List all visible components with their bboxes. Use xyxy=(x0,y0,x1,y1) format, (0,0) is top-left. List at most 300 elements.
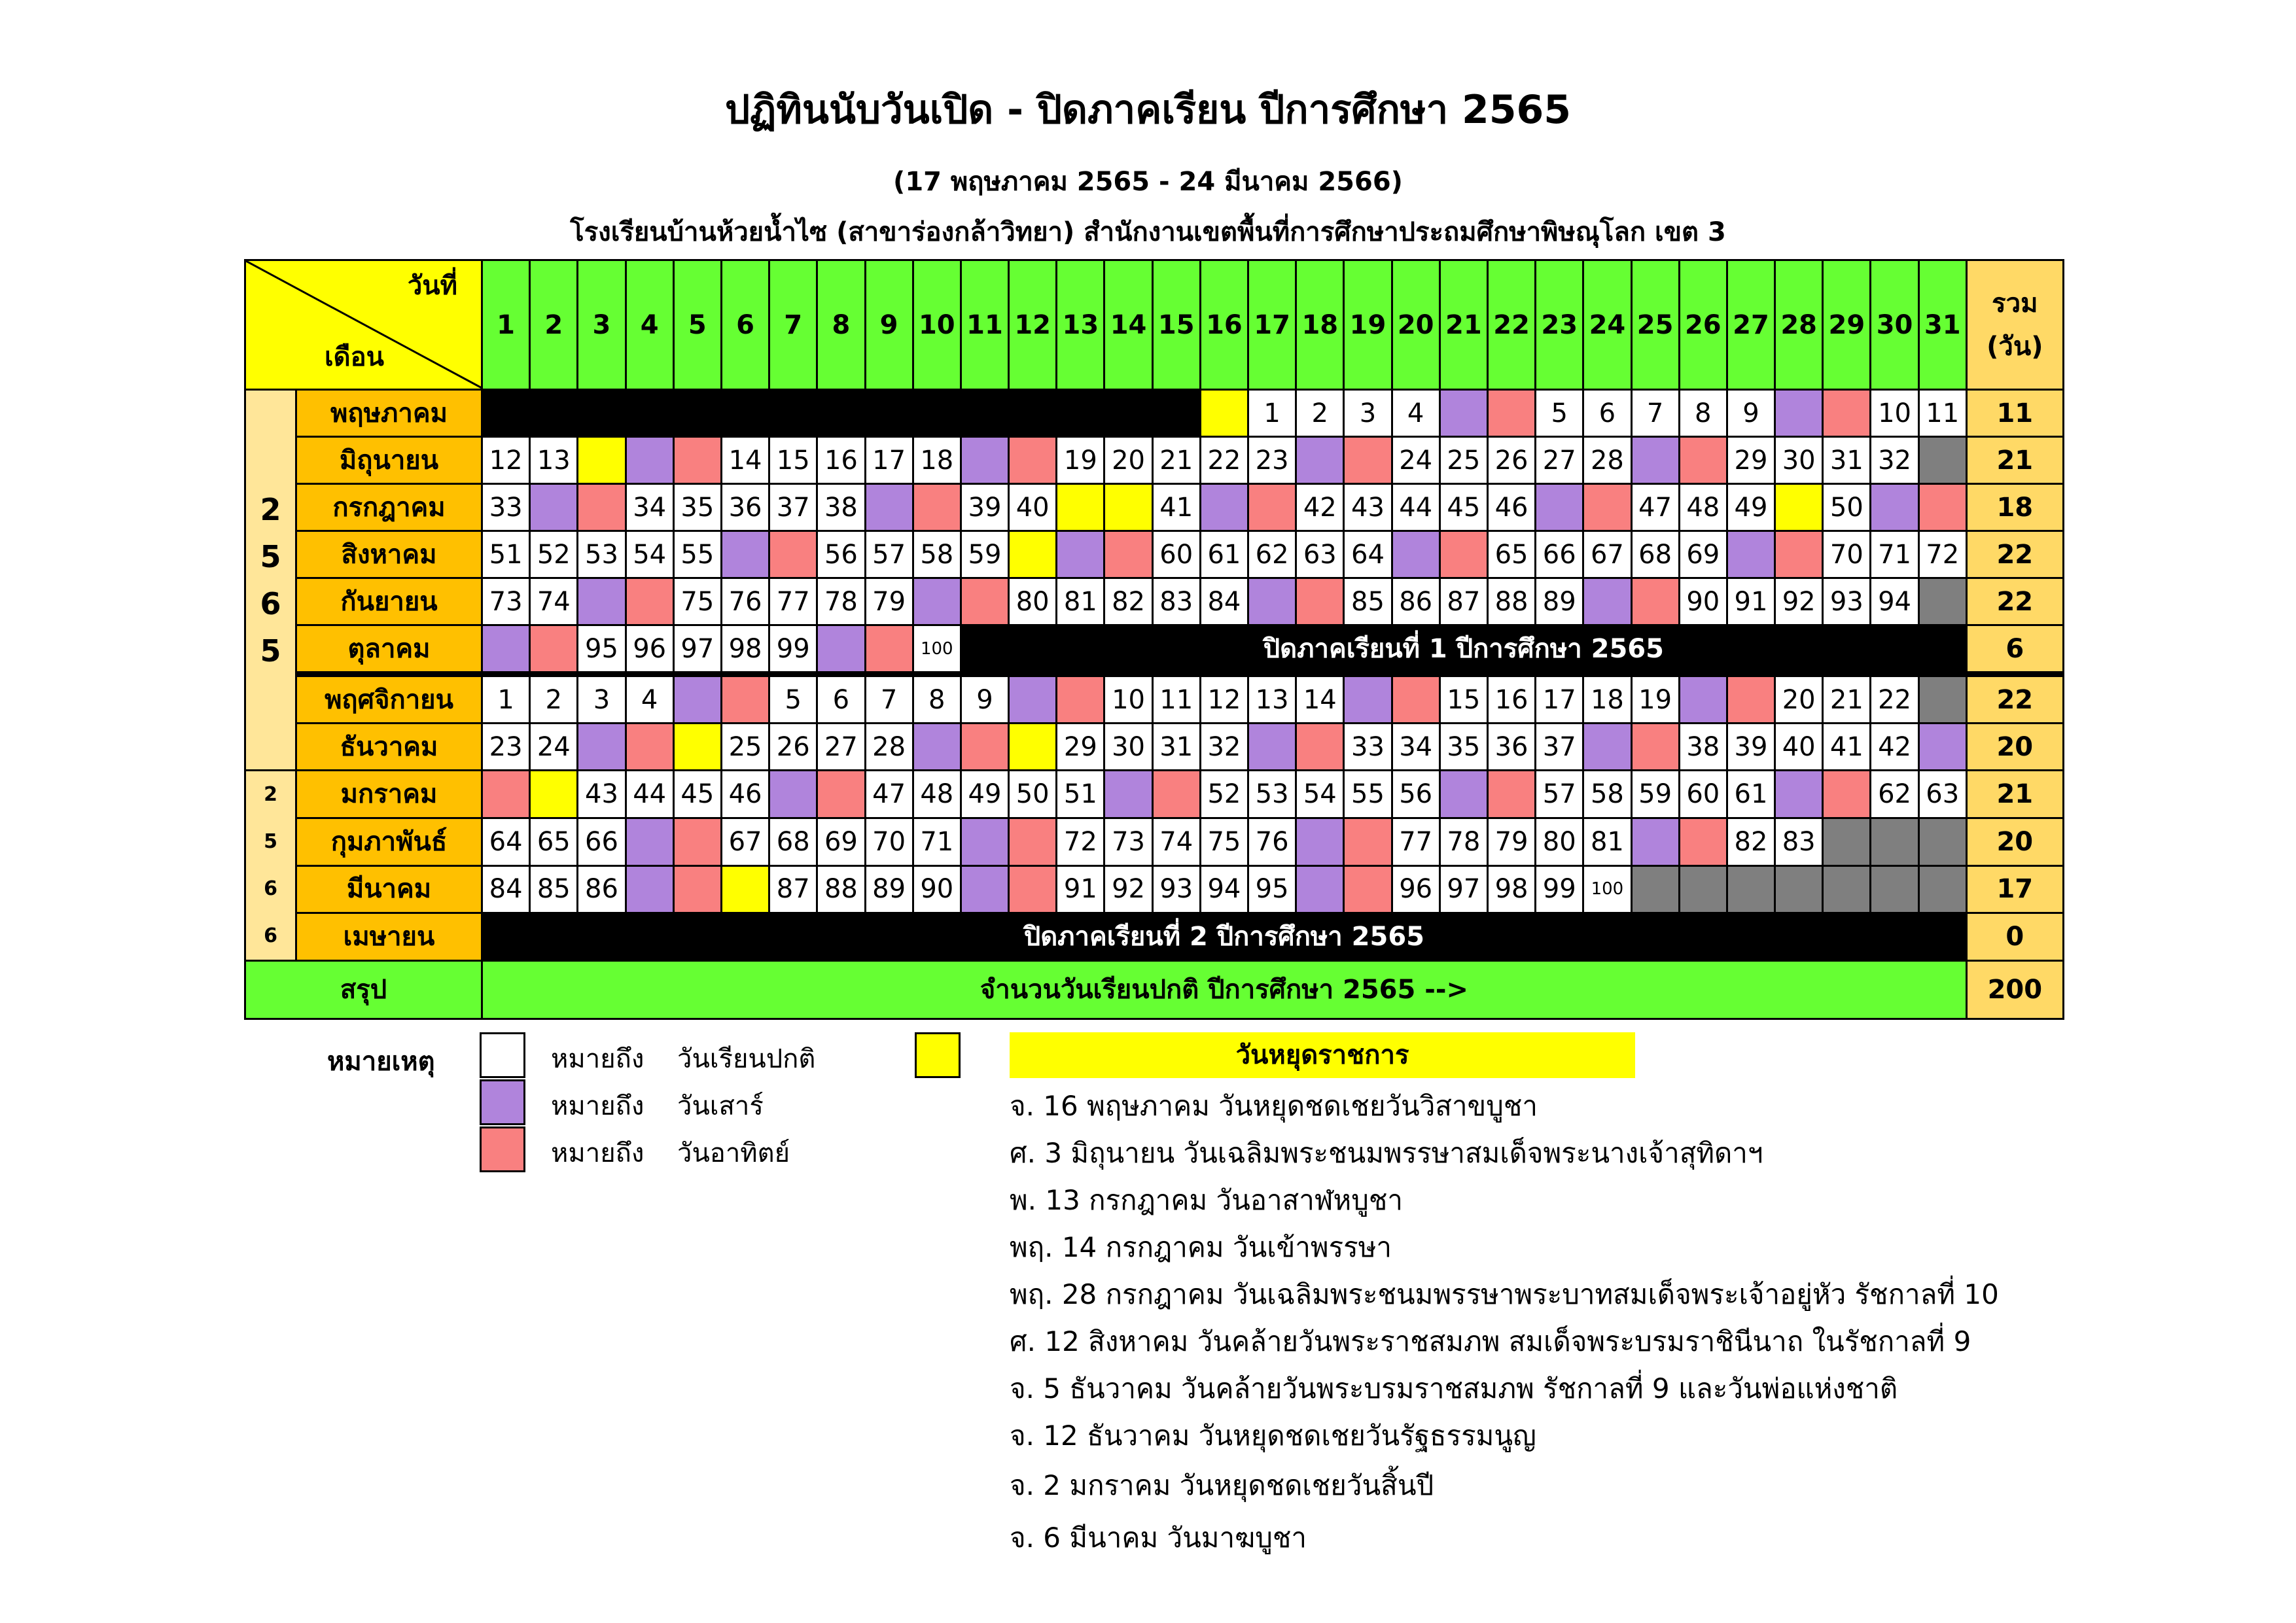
closed-day-cell xyxy=(578,390,626,437)
school-day-cell: 46 xyxy=(1487,484,1535,531)
closed-day-cell xyxy=(865,390,913,437)
saturday-cell xyxy=(1296,818,1344,865)
school-day-cell: 98 xyxy=(1487,865,1535,913)
year-digit: 5 xyxy=(264,830,277,853)
month-total: 22 xyxy=(1966,531,2063,578)
legend-text: วันอาทิตย์ xyxy=(677,1138,790,1168)
no-day-cell xyxy=(1871,865,1918,913)
legend-text: วันเรียนปกติ xyxy=(677,1044,816,1074)
school-day-cell: 89 xyxy=(865,865,913,913)
day-header-31: 31 xyxy=(1918,260,1966,390)
school-day-cell: 68 xyxy=(769,818,817,865)
month-row xyxy=(245,531,2064,578)
school-day-cell: 20 xyxy=(1775,674,1823,724)
no-day-cell xyxy=(1679,865,1727,913)
school-day-cell: 47 xyxy=(865,771,913,818)
school-day-cell: 40 xyxy=(1009,484,1057,531)
school-day-cell: 22 xyxy=(1871,674,1918,724)
school-day-cell: 38 xyxy=(817,484,865,531)
school-day-cell: 77 xyxy=(769,578,817,625)
day-header-26: 26 xyxy=(1679,260,1727,390)
school-day-cell: 52 xyxy=(1200,771,1248,818)
month-row xyxy=(245,865,2064,913)
school-day-cell: 68 xyxy=(1631,531,1679,578)
school-day-cell: 56 xyxy=(1392,771,1439,818)
school-day-cell: 34 xyxy=(626,484,673,531)
school-day-cell: 53 xyxy=(1248,771,1296,818)
saturday-cell xyxy=(626,437,673,484)
school-day-cell: 44 xyxy=(626,771,673,818)
school-day-cell: 49 xyxy=(961,771,1008,818)
saturday-cell xyxy=(1392,531,1439,578)
school-day-cell: 80 xyxy=(1536,818,1583,865)
school-day-cell: 31 xyxy=(1152,724,1200,771)
day-header-21: 21 xyxy=(1439,260,1487,390)
school-day-cell: 92 xyxy=(1775,578,1823,625)
month-total: 18 xyxy=(1966,484,2063,531)
saturday-cell xyxy=(1296,865,1344,913)
school-day-cell: 39 xyxy=(961,484,1008,531)
school-day-cell: 43 xyxy=(1344,484,1392,531)
day-header-25: 25 xyxy=(1631,260,1679,390)
saturday-cell xyxy=(1631,437,1679,484)
school-day-cell: 21 xyxy=(1823,674,1871,724)
school-day-cell: 50 xyxy=(1009,771,1057,818)
school-day-cell: 23 xyxy=(1248,437,1296,484)
year-digit: 6 xyxy=(264,924,277,947)
month-name: สิงหาคม xyxy=(296,531,482,578)
school-day-cell: 43 xyxy=(578,771,626,818)
school-day-cell: 93 xyxy=(1152,865,1200,913)
sunday-cell xyxy=(1487,771,1535,818)
day-header-9: 9 xyxy=(865,260,913,390)
saturday-cell xyxy=(626,865,673,913)
school-day-cell: 57 xyxy=(865,531,913,578)
month-name: กรกฎาคม xyxy=(296,484,482,531)
saturday-cell xyxy=(1727,531,1775,578)
saturday-cell xyxy=(817,625,865,674)
school-day-cell: 85 xyxy=(1344,578,1392,625)
school-day-cell: 76 xyxy=(721,578,769,625)
page-title: ปฏิทินนับวันเปิด - ปิดภาคเรียน ปีการศึกษา 2565 xyxy=(724,87,1572,133)
school-day-cell: 72 xyxy=(1918,531,1966,578)
school-day-cell: 55 xyxy=(673,531,721,578)
school-day-cell: 10 xyxy=(1871,390,1918,437)
school-day-cell: 6 xyxy=(817,674,865,724)
day-axis-label: วันที่ xyxy=(407,271,457,301)
school-day-cell: 65 xyxy=(1487,531,1535,578)
closed-day-cell xyxy=(626,390,673,437)
holiday-cell xyxy=(578,437,626,484)
school-day-cell: 18 xyxy=(1583,674,1631,724)
school-day-cell: 28 xyxy=(865,724,913,771)
school-day-cell: 33 xyxy=(482,484,530,531)
school-day-cell: 99 xyxy=(1536,865,1583,913)
school-day-cell: 58 xyxy=(1583,771,1631,818)
school-day-cell: 93 xyxy=(1823,578,1871,625)
school-day-cell: 18 xyxy=(913,437,961,484)
school-day-cell: 73 xyxy=(1104,818,1152,865)
school-day-cell: 83 xyxy=(1775,818,1823,865)
school-day-cell: 51 xyxy=(1057,771,1104,818)
school-day-cell: 48 xyxy=(1679,484,1727,531)
sunday-cell xyxy=(530,625,578,674)
sunday-cell xyxy=(1392,674,1439,724)
school-day-cell: 75 xyxy=(1200,818,1248,865)
no-day-cell xyxy=(1727,865,1775,913)
saturday-cell xyxy=(913,578,961,625)
no-day-cell xyxy=(1871,818,1918,865)
saturday-cell xyxy=(1057,531,1104,578)
school-day-cell: 4 xyxy=(626,674,673,724)
sunday-cell xyxy=(1152,771,1200,818)
closed-term-message: ปิดภาคเรียนที่ 1 ปีการศึกษา 2565 xyxy=(961,625,1966,674)
month-row xyxy=(245,724,2064,771)
school-day-cell: 65 xyxy=(530,818,578,865)
saturday-cell xyxy=(1918,724,1966,771)
school-day-cell: 41 xyxy=(1823,724,1871,771)
day-header-22: 22 xyxy=(1487,260,1535,390)
school-day-cell: 62 xyxy=(1871,771,1918,818)
holiday-item: พฤ. 28 กรกฎาคม วันเฉลิมพระชนมพรรษาพระบาทสมเด็จพระเจ้าอยู่หัว รัชกาลที่ 10 xyxy=(1010,1278,1999,1310)
month-row xyxy=(245,625,2064,674)
school-day-cell: 41 xyxy=(1152,484,1200,531)
day-header-8: 8 xyxy=(817,260,865,390)
sunday-cell xyxy=(961,578,1008,625)
saturday-cell xyxy=(1439,771,1487,818)
school-day-cell: 67 xyxy=(1583,531,1631,578)
day-header-18: 18 xyxy=(1296,260,1344,390)
school-day-cell: 24 xyxy=(1392,437,1439,484)
legend-prefix: หมายถึง xyxy=(551,1044,645,1074)
school-day-cell: 71 xyxy=(913,818,961,865)
total-header-line2: (วัน) xyxy=(1987,331,2043,362)
school-day-cell: 11 xyxy=(1918,390,1966,437)
school-day-cell: 73 xyxy=(482,578,530,625)
school-day-cell: 94 xyxy=(1871,578,1918,625)
school-day-cell: 7 xyxy=(1631,390,1679,437)
saturday-cell xyxy=(1536,484,1583,531)
month-total: 20 xyxy=(1966,724,2063,771)
sunday-cell xyxy=(1679,437,1727,484)
month-total: 22 xyxy=(1966,578,2063,625)
month-row xyxy=(245,771,2064,818)
school-day-cell: 87 xyxy=(769,865,817,913)
school-day-cell: 10 xyxy=(1104,674,1152,724)
month-name: มกราคม xyxy=(296,771,482,818)
school-day-cell: 86 xyxy=(578,865,626,913)
saturday-cell xyxy=(1775,390,1823,437)
month-axis-label: เดือน xyxy=(325,342,385,372)
school-day-cell: 80 xyxy=(1009,578,1057,625)
school-day-cell: 4 xyxy=(1392,390,1439,437)
school-day-cell: 64 xyxy=(482,818,530,865)
school-day-cell: 96 xyxy=(1392,865,1439,913)
school-day-cell: 36 xyxy=(1487,724,1535,771)
school-day-cell: 26 xyxy=(1487,437,1535,484)
day-header-17: 17 xyxy=(1248,260,1296,390)
saturday-cell xyxy=(578,724,626,771)
day-header-6: 6 xyxy=(721,260,769,390)
saturday-cell xyxy=(961,818,1008,865)
school-day-cell: 74 xyxy=(530,578,578,625)
school-day-cell: 83 xyxy=(1152,578,1200,625)
holiday-item: จ. 12 ธันวาคม วันหยุดชดเชยวันรัฐธรรมนูญ xyxy=(1010,1420,1536,1452)
sunday-cell xyxy=(1344,437,1392,484)
sunday-cell xyxy=(578,484,626,531)
school-day-cell: 54 xyxy=(626,531,673,578)
school-day-cell: 81 xyxy=(1057,578,1104,625)
school-day-cell: 44 xyxy=(1392,484,1439,531)
holiday-item: พ. 13 กรกฎาคม วันอาสาฬหบูชา xyxy=(1010,1184,1403,1216)
school-day-cell: 61 xyxy=(1727,771,1775,818)
sunday-cell xyxy=(1009,818,1057,865)
school-day-cell: 30 xyxy=(1104,724,1152,771)
saturday-cell xyxy=(1248,724,1296,771)
day-header-3: 3 xyxy=(578,260,626,390)
school-day-cell: 16 xyxy=(817,437,865,484)
saturday-cell xyxy=(865,484,913,531)
school-day-cell: 99 xyxy=(769,625,817,674)
saturday-cell xyxy=(961,437,1008,484)
month-name: กันยายน xyxy=(296,578,482,625)
holiday-item: ศ. 3 มิถุนายน วันเฉลิมพระชนมพรรษาสมเด็จพระนางเจ้าสุทิดาฯ xyxy=(1010,1137,1763,1169)
month-total: 17 xyxy=(1966,865,2063,913)
month-row xyxy=(245,390,2064,437)
school-day-cell: 20 xyxy=(1104,437,1152,484)
month-name: เมษายน xyxy=(296,913,482,961)
holiday-cell xyxy=(1009,531,1057,578)
school-day-cell: 15 xyxy=(769,437,817,484)
saturday-cell xyxy=(1679,674,1727,724)
sunday-cell xyxy=(961,724,1008,771)
holiday-cell xyxy=(1057,484,1104,531)
month-name: มีนาคม xyxy=(296,865,482,913)
school-day-cell: 29 xyxy=(1727,437,1775,484)
sunday-cell xyxy=(1727,674,1775,724)
day-header-28: 28 xyxy=(1775,260,1823,390)
total-header xyxy=(1966,260,2063,390)
school-day-cell: 25 xyxy=(721,724,769,771)
school-day-cell: 77 xyxy=(1392,818,1439,865)
school-day-cell: 59 xyxy=(961,531,1008,578)
sunday-cell xyxy=(482,771,530,818)
school-day-cell: 81 xyxy=(1583,818,1631,865)
school-day-cell: 82 xyxy=(1104,578,1152,625)
school-day-cell: 88 xyxy=(817,865,865,913)
school-day-cell: 27 xyxy=(817,724,865,771)
sunday-cell xyxy=(1009,437,1057,484)
legend-text: วันเสาร์ xyxy=(677,1091,764,1121)
year-digit: 2 xyxy=(264,783,277,806)
school-day-cell: 31 xyxy=(1823,437,1871,484)
month-name: พฤศจิกายน xyxy=(296,674,482,724)
saturday-cell xyxy=(1248,578,1296,625)
school-day-cell: 32 xyxy=(1200,724,1248,771)
sunday-cell xyxy=(865,625,913,674)
school-day-cell: 6 xyxy=(1583,390,1631,437)
school-day-cell: 60 xyxy=(1679,771,1727,818)
total-header-line1: รวม xyxy=(1992,288,2038,319)
school-day-cell: 72 xyxy=(1057,818,1104,865)
sunday-cell xyxy=(626,578,673,625)
school-day-cell: 66 xyxy=(578,818,626,865)
year-digit: 2 xyxy=(260,491,281,527)
saturday-cell xyxy=(913,724,961,771)
sunday-cell xyxy=(1823,390,1871,437)
sunday-cell xyxy=(1679,818,1727,865)
holiday-cell xyxy=(1775,484,1823,531)
school-day-cell: 63 xyxy=(1296,531,1344,578)
school-day-cell: 19 xyxy=(1631,674,1679,724)
closed-day-cell xyxy=(482,390,530,437)
month-total: 21 xyxy=(1966,771,2063,818)
day-header-19: 19 xyxy=(1344,260,1392,390)
saturday-cell xyxy=(1583,578,1631,625)
school-day-cell: 58 xyxy=(913,531,961,578)
school-day-cell: 84 xyxy=(482,865,530,913)
saturday-cell xyxy=(530,484,578,531)
day-header-27: 27 xyxy=(1727,260,1775,390)
school-day-cell: 9 xyxy=(1727,390,1775,437)
day-header-12: 12 xyxy=(1009,260,1057,390)
school-day-cell: 40 xyxy=(1775,724,1823,771)
month-total: 11 xyxy=(1966,390,2063,437)
school-day-cell: 26 xyxy=(769,724,817,771)
holiday-item: พฤ. 14 กรกฎาคม วันเข้าพรรษา xyxy=(1010,1231,1392,1263)
school-day-cell: 62 xyxy=(1248,531,1296,578)
saturday-cell xyxy=(1871,484,1918,531)
legend-prefix: หมายถึง xyxy=(551,1138,645,1168)
saturday-cell xyxy=(1296,437,1344,484)
legend-prefix: หมายถึง xyxy=(551,1091,645,1121)
holiday-item: จ. 5 ธันวาคม วันคล้ายวันพระบรมราชสมภพ รัชกาลที่ 9 และวันพ่อแห่งชาติ xyxy=(1010,1372,1898,1405)
saturday-cell xyxy=(1104,771,1152,818)
school-day-cell: 70 xyxy=(1823,531,1871,578)
closed-day-cell xyxy=(769,390,817,437)
sunday-cell xyxy=(1631,724,1679,771)
no-day-cell xyxy=(1823,865,1871,913)
school-day-cell: 70 xyxy=(865,818,913,865)
day-header-30: 30 xyxy=(1871,260,1918,390)
school-day-cell: 17 xyxy=(865,437,913,484)
school-day-cell: 96 xyxy=(626,625,673,674)
school-day-cell: 89 xyxy=(1536,578,1583,625)
school-day-cell: 8 xyxy=(1679,390,1727,437)
month-total: 20 xyxy=(1966,818,2063,865)
school-day-cell: 37 xyxy=(769,484,817,531)
year-digit: 5 xyxy=(260,633,281,669)
school-day-cell: 57 xyxy=(1536,771,1583,818)
school-day-cell: 76 xyxy=(1248,818,1296,865)
no-day-cell xyxy=(1918,578,1966,625)
school-day-cell: 12 xyxy=(482,437,530,484)
school-day-cell: 90 xyxy=(1679,578,1727,625)
school-day-cell: 52 xyxy=(530,531,578,578)
school-day-cell: 63 xyxy=(1918,771,1966,818)
school-day-cell: 87 xyxy=(1439,578,1487,625)
school-day-cell: 92 xyxy=(1104,865,1152,913)
page-subtitle: (17 พฤษภาคม 2565 - 24 มีนาคม 2566) xyxy=(893,167,1403,197)
school-day-cell: 13 xyxy=(530,437,578,484)
school-day-cell: 79 xyxy=(1487,818,1535,865)
closed-day-cell xyxy=(721,390,769,437)
saturday-cell xyxy=(673,674,721,724)
school-day-cell: 66 xyxy=(1536,531,1583,578)
sunday-cell xyxy=(1487,390,1535,437)
school-day-cell: 21 xyxy=(1152,437,1200,484)
school-day-cell: 7 xyxy=(865,674,913,724)
holiday-cell xyxy=(673,724,721,771)
school-day-cell: 64 xyxy=(1344,531,1392,578)
closed-day-cell xyxy=(1152,390,1200,437)
day-header-10: 10 xyxy=(913,260,961,390)
no-day-cell xyxy=(1918,818,1966,865)
closed-term-message: ปิดภาคเรียนที่ 2 ปีการศึกษา 2565 xyxy=(482,913,1967,961)
header-corner xyxy=(245,260,482,390)
school-day-cell: 8 xyxy=(913,674,961,724)
school-day-cell: 14 xyxy=(721,437,769,484)
school-day-cell: 55 xyxy=(1344,771,1392,818)
school-day-cell: 12 xyxy=(1200,674,1248,724)
school-day-cell: 30 xyxy=(1775,437,1823,484)
school-day-cell: 45 xyxy=(1439,484,1487,531)
saturday-cell xyxy=(626,818,673,865)
school-day-cell: 3 xyxy=(1344,390,1392,437)
school-day-cell: 51 xyxy=(482,531,530,578)
saturday-cell xyxy=(769,771,817,818)
school-day-cell: 95 xyxy=(578,625,626,674)
sunday-cell xyxy=(673,818,721,865)
academic-calendar-table xyxy=(244,259,2064,1020)
holiday-title: วันหยุดราชการ xyxy=(1010,1032,1635,1078)
school-day-cell: 16 xyxy=(1487,674,1535,724)
saturday-cell xyxy=(721,531,769,578)
saturday-cell xyxy=(1200,484,1248,531)
sunday-cell xyxy=(1009,865,1057,913)
holiday-cell xyxy=(1009,724,1057,771)
closed-day-cell xyxy=(1104,390,1152,437)
legend-swatch xyxy=(480,1126,525,1172)
legend-swatch xyxy=(480,1032,525,1078)
month-name: มิถุนายน xyxy=(296,437,482,484)
month-total: 22 xyxy=(1966,674,2063,724)
closed-day-cell xyxy=(1057,390,1104,437)
no-day-cell xyxy=(1631,865,1679,913)
school-day-cell: 82 xyxy=(1727,818,1775,865)
school-day-cell: 78 xyxy=(1439,818,1487,865)
closed-day-cell xyxy=(673,390,721,437)
sunday-cell xyxy=(1775,531,1823,578)
sunday-cell xyxy=(1823,771,1871,818)
month-total: 21 xyxy=(1966,437,2063,484)
day-header-16: 16 xyxy=(1200,260,1248,390)
saturday-cell xyxy=(1009,674,1057,724)
sunday-cell xyxy=(1344,865,1392,913)
year-digit: 5 xyxy=(260,538,281,574)
year-2565-label xyxy=(245,390,296,771)
month-row xyxy=(245,674,2064,724)
school-day-cell: 42 xyxy=(1296,484,1344,531)
school-day-cell: 91 xyxy=(1727,578,1775,625)
school-day-cell: 53 xyxy=(578,531,626,578)
school-day-cell: 39 xyxy=(1727,724,1775,771)
day-header-20: 20 xyxy=(1392,260,1439,390)
school-day-cell: 98 xyxy=(721,625,769,674)
school-day-cell: 75 xyxy=(673,578,721,625)
month-name: ธันวาคม xyxy=(296,724,482,771)
school-day-cell: 74 xyxy=(1152,818,1200,865)
